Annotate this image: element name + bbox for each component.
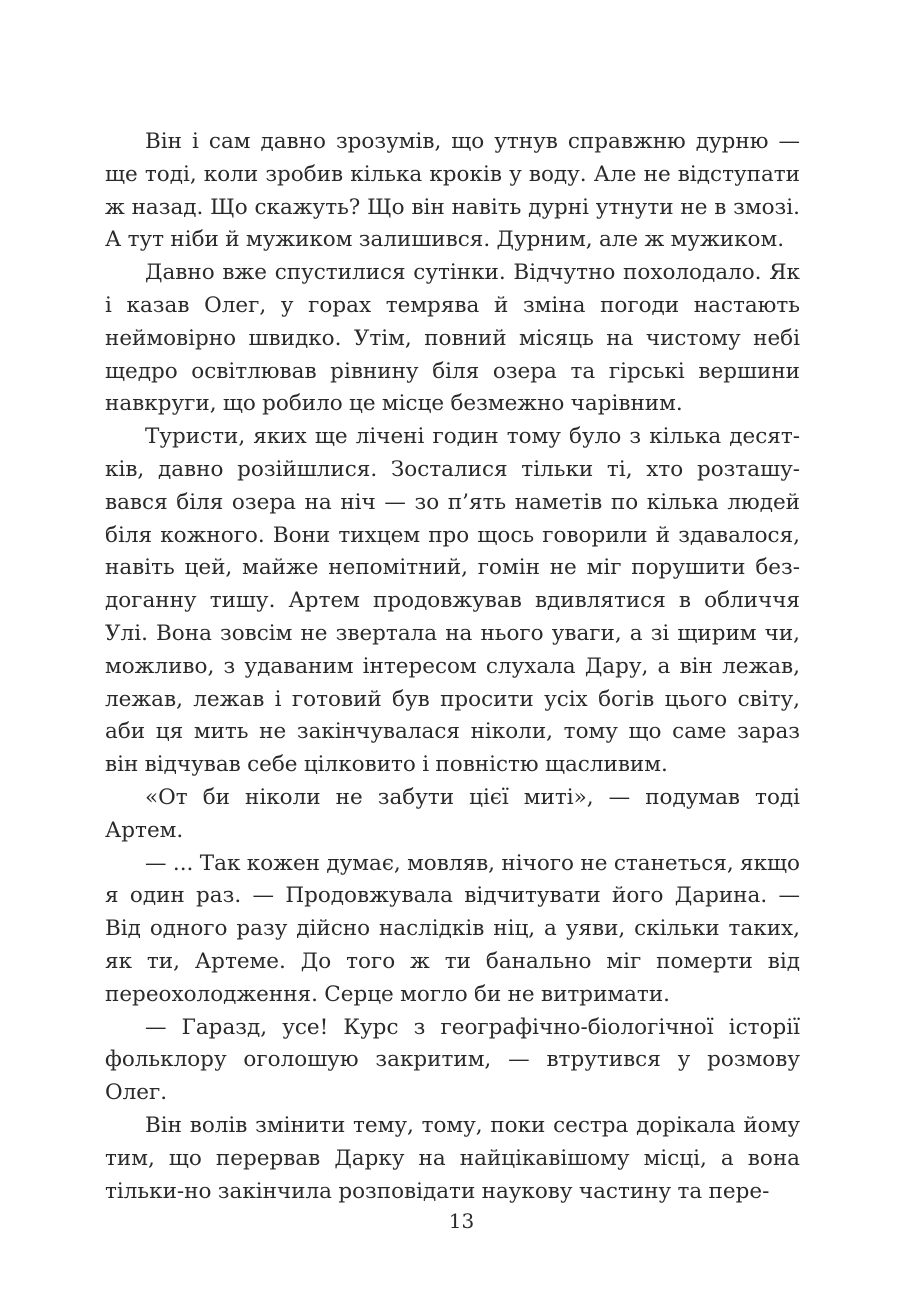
body-text bbox=[105, 126, 800, 1208]
page-number: 13 bbox=[448, 1209, 475, 1233]
paragraph-5: — ... Так кожен думає, мовляв, нічого не станеться, якщо я один раз. — Продовжувала відчитувати його Дарина. — Від одного разу дійсно наслідків ніц, а уяви, скільки таких, як ти, Артеме. До того ж ти банально міг померти від переохолодження. Серце могло би не витримати. bbox=[105, 850, 800, 1007]
paragraph-1: Він і сам давно зрозумів, що утнув справжню дурню — ще тоді, коли зробив кілька кроків у воду. Але не відступати ж назад. Що скажуть? Що він навіть дурні утнути не в змозі. А тут ніби й мужиком залишився. Дурним, але ж мужиком. bbox=[105, 129, 800, 253]
paragraph-6: — Гаразд, усе! Курс з географічно-біологічної історії фольклору оголошую закритим, — втрутився у розмову Олег. bbox=[105, 1014, 800, 1106]
paragraph-3: Туристи, яких ще лічені годин тому було з кілька десятків, давно розійшлися. Зосталися тільки ті, хто розташувався біля озера на ніч — зо п’ять наметів по кілька людей біля кожного. Вони тихцем про щось говорили й здавалося, навіть цей, майже непомітний, гомін не міг порушити бездоганну тишу. Артем продовжував вдивлятися в обличчя Улі. Вона зовсім не звертала на нього уваги, а зі щирим чи, можливо, з удаваним інтересом слухала Дару, а він лежав, лежав, лежав і готовий був просити усіх богів цього світу, аби ця мить не закінчувалася ніколи, тому що саме зараз він відчував себе цілковито і повністю щасливим. bbox=[105, 424, 800, 778]
paragraph-4: «От би ніколи не забути цієї миті», — подумав тоді Артем. bbox=[105, 784, 800, 843]
paragraph-7: Він волів змінити тему, тому, поки сестра дорікала йому тим, що перервав Дарку на найцікавішому місці, а вона тільки-но закінчила розповідати наукову частину та пере- bbox=[105, 1112, 800, 1204]
paragraph-2: Давно вже спустилися сутінки. Відчутно похолодало. Як і казав Олег, у горах темрява й зміна погоди настають неймовірно швидко. Утім, повний місяць на чистому небі щедро освітлював рівнину біля озера та гірські вершини навкруги, що робило це місце безмежно чарівним. bbox=[105, 260, 800, 417]
